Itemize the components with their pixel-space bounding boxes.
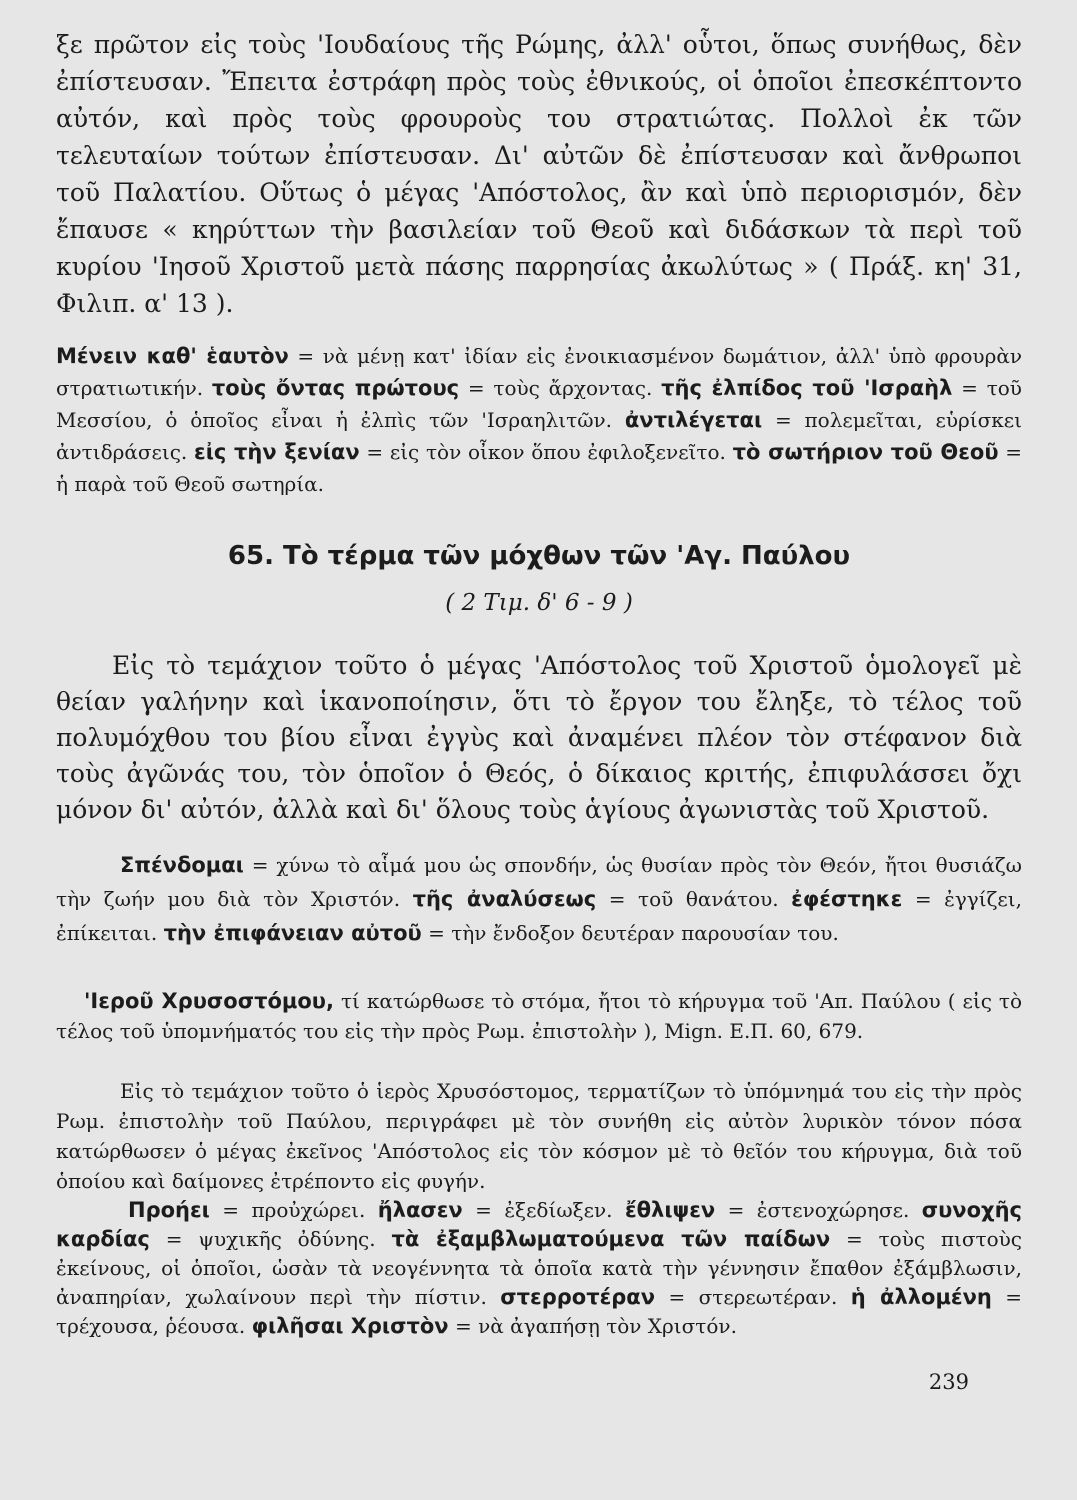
glossary-paragraph-3 — [56, 1196, 1022, 1341]
gloss-term: τῆς ἐλπίδος τοῦ 'Ισραὴλ — [661, 376, 953, 400]
gloss-term: ἀντιλέγεται — [624, 408, 763, 432]
gloss-term: εἰς τὴν ξενίαν — [194, 440, 360, 464]
gloss-definition: = ἐγγίζει, ἐπίκειται. — [56, 887, 1022, 945]
gloss-term: τῆς ἀναλύσεως — [412, 887, 597, 911]
gloss-definition: = τοὺς ἄρχοντας. — [459, 376, 662, 400]
gloss-term: τὸ σωτήριον τοῦ Θεοῦ — [732, 440, 999, 464]
gloss-definition: = στερεωτέραν. — [655, 1285, 851, 1309]
gloss-term: στερροτέραν — [500, 1285, 656, 1309]
chrysostom-intro: Εἰς τὸ τεμάχιον τοῦτο ὁ ἱερὸς Χρυσόστομος, τερματίζων τὸ ὑπόμνημά του εἰς τὴν πρὸς Ρωμ. ἐπιστολὴν τοῦ Παύλου, περιγράφει μὲ τὸν συνήθη εἰς αὐτὸν λυρικὸν τόνον πόσα κατώρθωσεν ὁ μέγας ἐκεῖνος 'Απόστολος εἰς τὸν κόσμον μὲ τὸ θεῖόν του κήρυγμα, διὰ τοῦ ὁποίου καὶ δαίμονες ἐτρέποντο εἰς φυγήν. — [56, 1079, 1022, 1193]
main-paragraph: Εἰς τὸ τεμάχιον τοῦτο ὁ μέγας 'Απόστολος τοῦ Χριστοῦ ὁμολογεῖ μὲ θείαν γαλήνην καὶ ἱκανοποίησιν, ὅτι τὸ ἔργον του ἔληξε, τὸ τέλος τοῦ πολυμόχθου του βίου εἶναι ἐγγὺς καὶ ἀναμένει πλέον τὸν στέφανον διὰ τοὺς ἀγῶνάς του, τὸν ὁποῖον ὁ Θεός, ὁ δίκαιος κριτής, ἐπιφυλάσσει ὄχι μόνον δι' αὐτόν, ἀλλὰ καὶ δι' ὅλους τοὺς ἁγίους ἀγωνιστὰς τοῦ Χριστοῦ. — [56, 651, 1022, 824]
gloss-definition: = ἐξεδίωξεν. — [462, 1198, 625, 1222]
page-number: 239 — [928, 1370, 969, 1394]
gloss-definition: = εἰς τὸν οἶκον ὅπου ἐφιλοξενεῖτο. — [359, 440, 733, 464]
gloss-term: Σπένδομαι — [120, 853, 244, 877]
glossary-paragraph-2 — [56, 848, 1022, 950]
gloss-definition: = νὰ ἀγαπήσῃ τὸν Χριστόν. — [448, 1314, 737, 1338]
chrysostom-title: 'Ιεροῦ Χρυσοστόμου, — [84, 989, 334, 1013]
gloss-definition: = νὰ μένῃ κατ' ἰδίαν εἰς ἐνοικιασμένον δωμάτιον, ἀλλ' ὑπὸ φρουρὰν στρατιωτικήν. — [56, 344, 1022, 400]
section-reference: ( 2 Τιμ. δ' 6 - 9 ) — [445, 590, 633, 616]
gloss-term: ἡ ἀλλομένη — [850, 1285, 992, 1309]
gloss-definition: = ἐστενοχώρησε. — [715, 1198, 922, 1222]
gloss-term: συνοχῆς καρδίας — [56, 1198, 1022, 1251]
gloss-term: τοὺς ὄντας πρώτους — [211, 376, 460, 400]
gloss-term: τὴν ἐπιφάνειαν αὐτοῦ — [163, 921, 422, 945]
gloss-term: ἤλασεν — [377, 1198, 463, 1222]
gloss-definition: = τοῦ Μεσσίου, ὁ ὁποῖος εἶναι ἡ ἐλπὶς τῶν 'Ισραηλιτῶν. — [56, 376, 1022, 432]
gloss-definition: = χύνω τὸ αἷμά μου ὡς σπονδήν, ὡς θυσίαν πρὸς τὸν Θεόν, ἤτοι θυσιάζω τὴν ζωήν μου διὰ τὸν Χριστόν. — [56, 853, 1022, 911]
gloss-definition: = προὐχώρει. — [209, 1198, 378, 1222]
gloss-term: φιλῆσαι Χριστὸν — [251, 1314, 449, 1338]
gloss-definition: = ἡ παρὰ τοῦ Θεοῦ σωτηρία. — [56, 440, 1022, 496]
gloss-definition: = πολεμεῖται, εὑρίσκει ἀντιδράσεις. — [56, 408, 1022, 464]
gloss-term: ἔθλιψεν — [624, 1198, 716, 1222]
gloss-definition: = τὴν ἔνδοξον δευτέραν παρουσίαν του. — [421, 921, 839, 945]
gloss-term: ἐφέστηκε — [791, 887, 903, 911]
top-paragraph: ξε πρῶτον εἰς τοὺς 'Ιουδαίους τῆς Ρώμης, ἀλλ' οὗτοι, ὅπως συνήθως, δὲν ἐπίστευσαν. Ἔπειτα ἐστράφη πρὸς τοὺς ἐθνικούς, οἱ ὁποῖοι ἐπεσκέπτοντο αὐτόν, καὶ πρὸς τοὺς φρουροὺς του στρατιώτας. Πολλοὶ ἐκ τῶν τελευταίων τούτων ἐπίστευσαν. Δι' αὐτῶν δὲ ἐπίστευσαν καὶ ἄνθρωποι τοῦ Παλατίου. Οὕτως ὁ μέγας 'Απόστολος, ἂν καὶ ὑπὸ περιορισμόν, δὲν ἔπαυσε « κηρύττων τὴν βασιλείαν τοῦ Θεοῦ καὶ διδάσκων τὰ περὶ τοῦ κυρίου 'Ιησοῦ Χριστοῦ μετὰ πάσης παρρησίας ἀκωλύτως » ( Πράξ. κη' 31, Φιλιπ. α' 13 ). — [56, 30, 1022, 318]
section-title: 65. Τὸ τέρμα τῶν μόχθων τῶν 'Αγ. Παύλου — [227, 541, 851, 571]
gloss-definition: = τρέχουσα, ῥέουσα. — [56, 1285, 1023, 1338]
glossary-paragraph-1 — [56, 340, 1022, 500]
chrysostom-reference — [56, 986, 1022, 1046]
gloss-term: τὰ ἐξαμβλωματούμενα τῶν παίδων — [391, 1227, 831, 1251]
gloss-definition: = ψυχικῆς ὀδύνης. — [149, 1227, 392, 1251]
chrysostom-source: τί κατώρθωσε τὸ στόμα, ἤτοι τὸ κήρυγμα τοῦ 'Απ. Παύλου ( εἰς τὸ τέλος τοῦ ὑπομνήματός του εἰς τὴν πρὸς Ρωμ. ἐπιστολὴν ), Mign. Ε.Π. 60, 679. — [56, 989, 1023, 1043]
gloss-term: Μένειν καθ' ἑαυτὸν — [56, 344, 289, 368]
gloss-definition: = τοὺς πιστοὺς ἐκείνους, οἱ ὁποῖοι, ὡσὰν τὰ νεογέννητα τὰ ὁποῖα κατὰ τὴν γέννησιν ἔπαθον ἐξάμβλωσιν, ἀναπηρίαν, χωλαίνουν περὶ τὴν πίστιν. — [56, 1227, 1022, 1309]
gloss-term: Προήει — [128, 1198, 210, 1222]
gloss-definition: = τοῦ θανάτου. — [596, 887, 792, 911]
